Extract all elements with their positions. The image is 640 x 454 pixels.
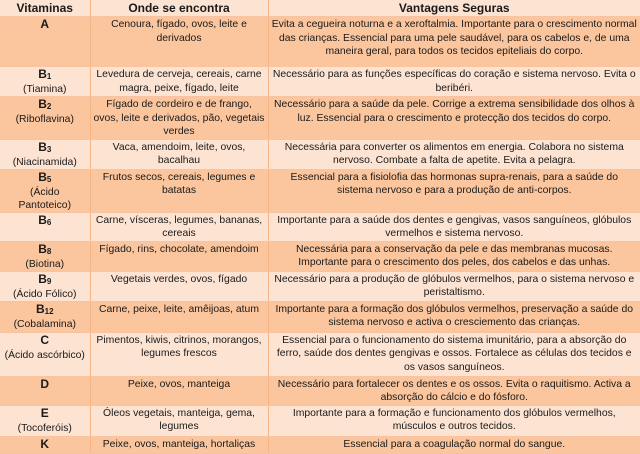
header-vantagens-seguras: Vantagens Seguras <box>268 0 640 17</box>
vitamin-subscript: 2 <box>46 102 52 111</box>
benefits-cell: Necessário para a produção de glóbulos vermelhos, para o sistema nervoso e peristaltismo. <box>268 271 640 301</box>
vitamin-name <box>3 273 87 288</box>
benefits-cell: Necessário para a saúde da pele. Corrige a extrema sensibilidade dos olhos à luz. Essencial para o crescimento e protecção dos tecidos do corpo. <box>268 97 640 140</box>
sources-cell: Peixe, ovos, manteiga, hortaliças <box>90 436 268 453</box>
vitamin-subscript: 12 <box>44 306 54 316</box>
vitamin-cell <box>0 376 90 405</box>
vitamin-cell <box>0 436 90 453</box>
header-onde-se-encontra: Onde se encontra <box>90 0 268 17</box>
vitamin-subscript: 5 <box>46 174 52 184</box>
sources-cell: Frutos secos, cereais, legumes e batatas <box>90 169 268 212</box>
sources-cell: Vaca, amendoim, leite, ovos, bacalhau <box>90 139 268 169</box>
vitamin-alt-name: (Biotina) <box>25 258 65 270</box>
header-row <box>0 0 640 17</box>
sources-cell: Vegetais verdes, ovos, fígado <box>90 271 268 301</box>
vitamin-alt-name: (Tiamina) <box>23 84 67 95</box>
vitamin-letter: B <box>38 169 47 184</box>
table-row <box>0 301 640 332</box>
benefits-cell: Importante para a formação dos glóbulos vermelhos, preservação a saúde do sistema nervoso e activa o cresciemento das crianças. <box>268 301 640 332</box>
vitamin-alt-name: (Tocoferóis) <box>17 422 72 434</box>
sources-cell: Peixe, ovos, manteiga <box>90 376 268 405</box>
vitamin-alt-name: (Ácido Fólico) <box>12 288 77 300</box>
vitamin-letter: K <box>40 436 50 451</box>
vitamin-subscript: 1 <box>46 72 52 81</box>
table-row <box>0 97 640 140</box>
table-row <box>0 241 640 271</box>
benefits-cell: Importante para a saúde dos dentes e gengivas, vasos sanguíneos, glóbulos vermelhos e sistema nervoso. <box>268 212 640 241</box>
sources-cell: Cenoura, fígado, ovos, leite e derivados <box>90 17 268 67</box>
table-row <box>0 139 640 169</box>
benefits-cell: Necessária para converter os alimentos em energia. Colabora no sistema nervoso. Combate a falta de apetite. Evita a pelagra. <box>268 139 640 169</box>
sources-cell: Fígado, rins, chocolate, amendoim <box>90 241 268 271</box>
vitamin-name <box>3 141 87 156</box>
benefits-cell: Essencial para o funcionamento do sistema imunitário, para a absorção do ferro, saúde dos dentes gengivas e ossos. Fortalece as células dos tecidos e os vasos sanguíneos. <box>268 332 640 376</box>
vitamin-alt-name: (Niacinamida) <box>12 156 77 168</box>
vitamin-name <box>3 378 87 393</box>
vitamin-letter: B <box>38 139 47 154</box>
vitamin-name <box>3 407 87 422</box>
benefits-cell: Essencial para a fisiolofia das hormonas supra-renais, para a saúde do sistema nervoso e para a produção de anti-corpos. <box>268 169 640 212</box>
vitamin-letter: E <box>40 405 49 420</box>
vitamin-cell <box>0 17 90 67</box>
vitamin-cell <box>0 241 90 271</box>
benefits-cell: Necessária para a conservação da pele e das membranas mucosas. Importante para o crescimento dos peles, dos cabelos e das unhas. <box>268 241 640 271</box>
vitamin-name <box>3 334 87 349</box>
vitamin-subscript: 6 <box>46 217 52 227</box>
benefits-cell: Necessário para fortalecer os dentes e os ossos. Evita o raquitismo. Activa a absorção do cálcio e do fósforo. <box>268 376 640 405</box>
vitamin-alt-name: (Riboflavina) <box>15 114 74 125</box>
vitamin-name <box>3 303 87 318</box>
sources-cell: Carne, vísceras, legumes, bananas, cereais <box>90 212 268 241</box>
vitamin-letter: C <box>40 332 50 347</box>
vitamin-name <box>3 243 87 258</box>
vitamin-cell <box>0 169 90 212</box>
vitamin-name <box>3 98 87 113</box>
vitamin-alt-name: (Ácido ascórbico) <box>4 349 85 361</box>
vitamin-letter: B <box>38 97 47 111</box>
table-row <box>0 376 640 405</box>
vitamin-letter: A <box>40 17 50 31</box>
table-row <box>0 212 640 241</box>
benefits-cell: Necessário para as funções específicas do coração e sistema nervoso. Evita o beribéri. <box>268 67 640 97</box>
vitamin-subscript: 8 <box>46 246 52 256</box>
header-vitaminas: Vitaminas <box>0 0 90 17</box>
vitamin-letter: B <box>38 271 47 286</box>
vitamin-name <box>3 68 87 83</box>
vitamin-cell <box>0 271 90 301</box>
vitamin-name <box>3 171 87 186</box>
vitamin-cell <box>0 301 90 332</box>
table-row <box>0 169 640 212</box>
benefits-cell: Essencial para a coagulação normal do sangue. <box>268 436 640 453</box>
vitamin-letter: B <box>38 241 47 256</box>
table-row <box>0 271 640 301</box>
vitamin-letter: D <box>40 376 50 391</box>
sources-cell: Levedura de cerveja, cereais, carne magra, peixe, fígado, leite <box>90 67 268 97</box>
vitamin-cell <box>0 332 90 376</box>
vitamin-cell <box>0 212 90 241</box>
benefits-cell: Importante para a formação e funcionamento dos glóbulos vermelhos, músculos e outros tecidos. <box>268 405 640 436</box>
sources-cell: Fígado de cordeiro e de frango, ovos, leite e derivados, pão, vegetais verdes <box>90 97 268 140</box>
table-body <box>0 17 640 454</box>
vitamin-letter: B <box>35 301 45 316</box>
sources-cell: Pimentos, kiwis, citrinos, morangos, legumes frescos <box>90 332 268 376</box>
vitamin-subscript: 3 <box>46 144 52 154</box>
vitamin-cell <box>0 97 90 140</box>
vitamin-name <box>3 18 87 33</box>
table-row <box>0 332 640 376</box>
sources-cell: Óleos vegetais, manteiga, gema, legumes <box>90 405 268 436</box>
vitamin-cell <box>0 139 90 169</box>
vitamin-name <box>3 214 87 229</box>
vitamin-cell <box>0 67 90 97</box>
vitamin-letter: B <box>38 212 47 227</box>
vitamin-name <box>3 438 87 453</box>
table-row <box>0 17 640 67</box>
sources-cell: Carne, peixe, leite, amêijoas, atum <box>90 301 268 332</box>
vitamin-letter: B <box>38 67 47 81</box>
vitamin-subscript: 9 <box>46 276 52 286</box>
table-row <box>0 67 640 97</box>
vitamin-alt-name: (Ácido Pantoteico) <box>18 186 72 211</box>
vitamin-alt-name: (Cobalamina) <box>13 318 76 330</box>
benefits-cell: Evita a cegueira noturna e a xeroftalmia. Importante para o crescimento normal das crianças. Essencial para uma pele saudável, para os cabelos e, de uma maneira geral, para todos os tecidos epiteliais do corpo. <box>268 17 640 67</box>
table-row <box>0 436 640 453</box>
